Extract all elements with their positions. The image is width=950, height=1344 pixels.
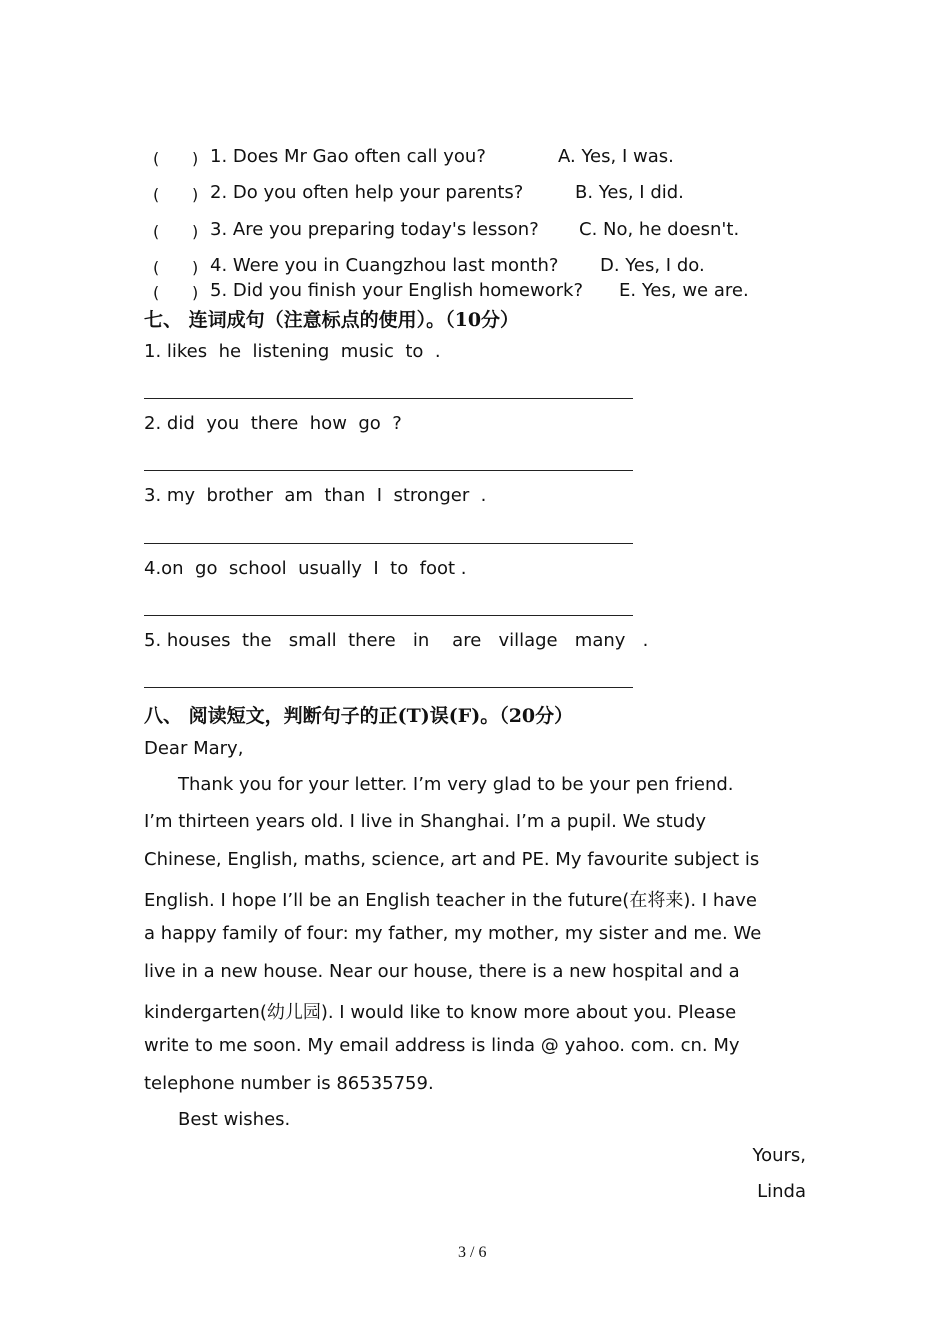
answer-line[interactable] <box>144 398 633 399</box>
matching-question: 2. Do you often help your parents? <box>210 182 524 203</box>
section-7-title: 七、 连词成句（注意标点的使用）。（10分） <box>144 309 520 331</box>
matching-question: 1. Does Mr Gao often call you? <box>210 146 486 167</box>
letter-line: write to me soon. My email address is linda @ yahoo. com. cn. My <box>144 1035 740 1056</box>
letter-line: a happy family of four: my father, my mother, my sister and me. We <box>144 923 762 944</box>
letter-line: telephone number is 86535759. <box>144 1073 434 1094</box>
answer-paren-close: ) <box>192 283 199 302</box>
matching-question: 3. Are you preparing today's lesson? <box>210 219 539 240</box>
matching-question: 5. Did you finish your English homework? <box>210 280 584 301</box>
answer-line[interactable] <box>144 687 633 688</box>
sentence-item: 2. did you there how go ? <box>144 413 402 434</box>
letter-line: Chinese, English, maths, science, art and PE. My favourite subject is <box>144 849 760 870</box>
answer-paren-open: ( <box>153 222 160 241</box>
letter-line: kindergarten(幼儿园). I would like to know more about you. Please <box>144 1002 737 1023</box>
sentence-item: 4.on go school usually I to foot . <box>144 558 467 579</box>
answer-paren-close: ) <box>192 258 199 277</box>
letter-line: English. I hope I’ll be an English teacher in the future(在将来). I have <box>144 890 757 911</box>
letter-line: live in a new house. Near our house, there is a new hospital and a <box>144 961 740 982</box>
section-8-title: 八、 阅读短文，判断句子的正(T)误(F)。（20分） <box>144 705 574 727</box>
sentence-item: 5. houses the small there in are village many . <box>144 630 649 651</box>
letter-closing: Best wishes. <box>178 1109 291 1130</box>
matching-answer: B. Yes, I did. <box>575 182 684 203</box>
page-number: 3 / 6 <box>458 1244 487 1261</box>
letter-line: Thank you for your letter. I’m very glad to be your pen friend. <box>178 774 734 795</box>
matching-answer: C. No, he doesn't. <box>579 219 740 240</box>
letter-signature: Linda <box>757 1181 806 1202</box>
sentence-item: 1. likes he listening music to . <box>144 341 441 362</box>
answer-paren-close: ) <box>192 149 199 168</box>
answer-line[interactable] <box>144 615 633 616</box>
matching-answer: E. Yes, we are. <box>619 280 749 301</box>
matching-question: 4. Were you in Cuangzhou last month? <box>210 255 559 276</box>
answer-line[interactable] <box>144 470 633 471</box>
matching-answer: D. Yes, I do. <box>600 255 705 276</box>
answer-paren-open: ( <box>153 185 160 204</box>
answer-paren-close: ) <box>192 185 199 204</box>
letter-salutation: Dear Mary, <box>144 738 244 759</box>
matching-answer: A. Yes, I was. <box>558 146 674 167</box>
sentence-item: 3. my brother am than I stronger . <box>144 485 487 506</box>
answer-paren-open: ( <box>153 149 160 168</box>
answer-line[interactable] <box>144 543 633 544</box>
answer-paren-open: ( <box>153 283 160 302</box>
answer-paren-close: ) <box>192 222 199 241</box>
letter-line: I’m thirteen years old. I live in Shanghai. I’m a pupil. We study <box>144 811 707 832</box>
answer-paren-open: ( <box>153 258 160 277</box>
letter-signoff: Yours, <box>752 1145 806 1166</box>
